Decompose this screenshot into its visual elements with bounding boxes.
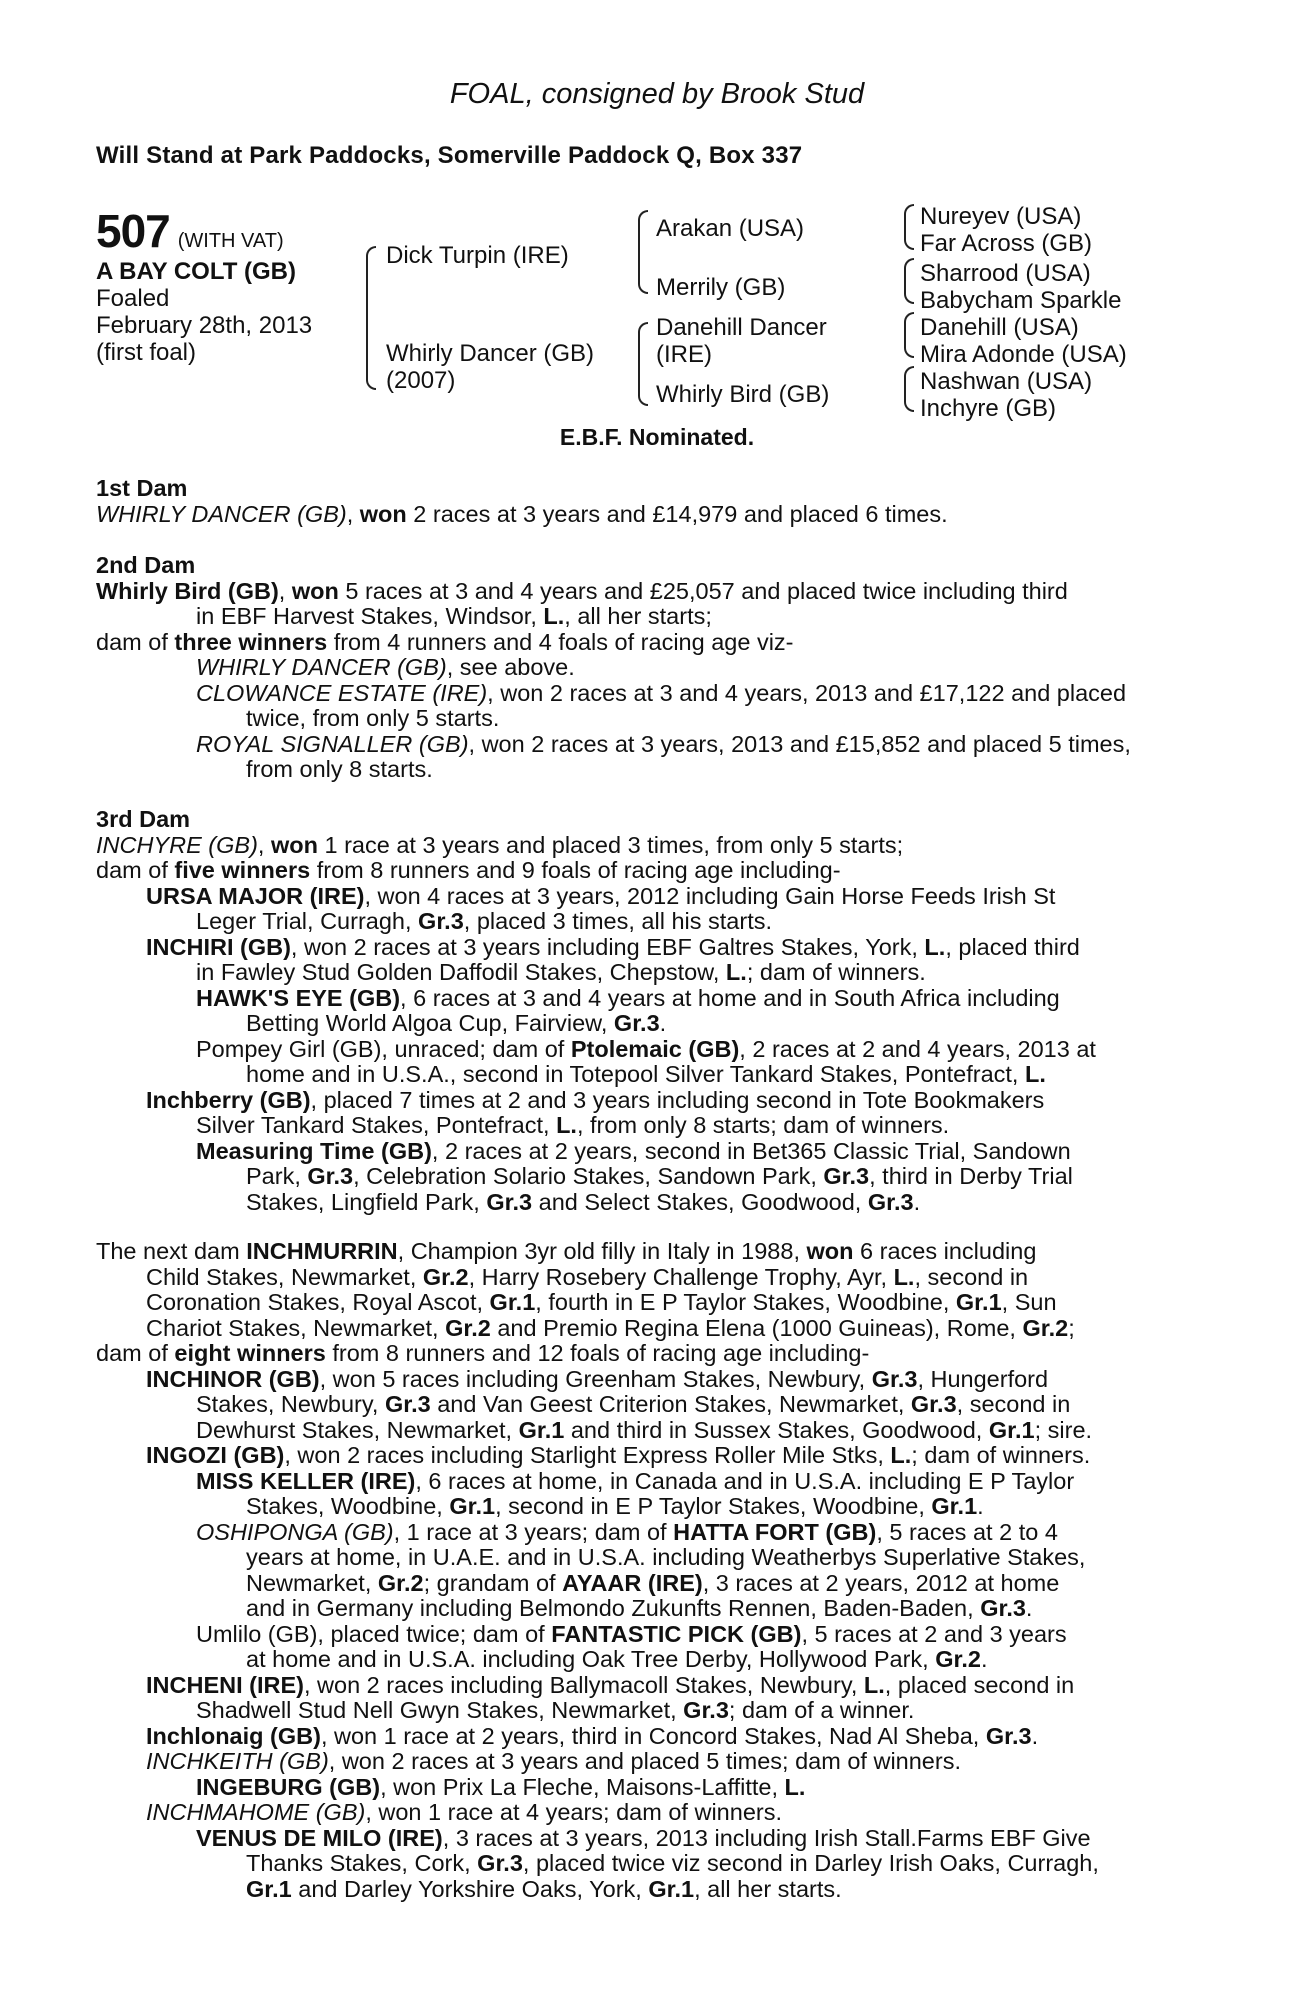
text-run: Leger Trial, Curragh,: [196, 908, 419, 934]
text-run: ; dam of winners.: [746, 959, 926, 985]
brace-dam: [638, 322, 648, 406]
text-run: L.: [543, 603, 565, 629]
text-run: Gr.2: [422, 1263, 469, 1290]
horse-name: WHIRLY DANCER (GB): [196, 654, 447, 680]
text-run: , 3 races at 2 years, 2012 at home: [702, 1569, 1060, 1596]
text-run: Umlilo (GB), placed twice; dam of: [196, 1620, 552, 1647]
text-run: The next dam: [96, 1238, 247, 1264]
text-run: Gr.3: [910, 1391, 957, 1417]
text-run: won: [359, 500, 407, 527]
text-run: Gr.1: [518, 1416, 565, 1443]
horse-name: WHIRLY DANCER (GB): [96, 500, 347, 527]
text-run: Stakes, Woodbine,: [246, 1493, 450, 1519]
text-run: , Harry Rosebery Challenge Trophy, Ayr,: [468, 1263, 894, 1290]
text-run: five winners: [174, 857, 311, 883]
text-run: , placed second in: [884, 1671, 1075, 1698]
text-run: , won Prix La Fleche, Maisons-Laffitte,: [380, 1773, 785, 1800]
text-run: Gr.1: [246, 1875, 292, 1902]
text-run: .: [977, 1493, 984, 1519]
text-run: dam of: [96, 1340, 175, 1366]
text-line: [96, 935, 1196, 961]
text-run: three winners: [174, 628, 328, 655]
third-dam-section: [96, 807, 1196, 1215]
ebf-nominated: E.B.F. Nominated.: [559, 424, 755, 450]
text-run: from 8 runners and 12 foals of racing age including-: [325, 1340, 870, 1366]
foaled-label: Foaled: [96, 285, 170, 312]
text-run: Silver Tankard Stakes, Pontefract,: [196, 1112, 557, 1138]
text-run: Gr.3: [486, 1188, 533, 1215]
text-line: [96, 909, 1196, 935]
dam-sire-suffix: (IRE): [656, 341, 712, 368]
text-run: , won 2 races including Starlight Express Roller Mile Stks,: [284, 1442, 891, 1468]
text-run: , all her starts.: [694, 1875, 842, 1902]
text-run: .: [980, 1646, 988, 1672]
text-run: , from only 8 starts; dam of winners.: [576, 1112, 950, 1138]
text-line: [96, 1190, 1196, 1216]
text-run: Chariot Stakes, Newmarket,: [146, 1314, 446, 1341]
ped-sds: Sharrood (USA): [920, 260, 1091, 287]
second-dam-section: [96, 553, 1196, 783]
horse-name: INCHINOR (GB): [146, 1365, 320, 1392]
text-run: , fourth in E P Taylor Stakes, Woodbine,: [535, 1289, 956, 1315]
text-run: L.: [725, 959, 747, 985]
text-line: [96, 579, 1196, 605]
horse-name: INCHMURRIN: [246, 1238, 398, 1264]
text-line: [96, 1239, 1196, 1265]
text-line: [96, 1290, 1196, 1316]
text-run: Gr.3: [307, 1163, 354, 1189]
text-line: [96, 655, 1196, 681]
text-run: dam of: [96, 857, 175, 883]
text-run: ,: [346, 500, 360, 527]
text-run: home and in U.S.A., second in Totepool Silver Tankard Stakes, Pontefract,: [246, 1061, 1025, 1087]
text-run: Gr.3: [384, 1391, 431, 1417]
text-run: Gr.3: [418, 908, 464, 934]
horse-name: INCHMAHOME (GB): [146, 1799, 366, 1825]
text-run: Gr.3: [980, 1595, 1026, 1621]
text-run: Gr.3: [867, 1188, 914, 1215]
brace-sd: [904, 258, 914, 304]
text-line: [96, 1775, 1196, 1801]
horse-name: CLOWANCE ESTATE (IRE): [196, 679, 488, 706]
text-run: , see above.: [446, 654, 575, 680]
text-run: eight winners: [174, 1340, 326, 1366]
text-line: [96, 1749, 1196, 1775]
horse-name: Measuring Time (GB): [196, 1137, 432, 1164]
text-run: Gr.1: [988, 1416, 1035, 1443]
text-run: , placed 7 times at 2 and 3 years including second in Tote Bookmakers: [310, 1086, 1045, 1113]
text-line: [96, 1698, 1196, 1724]
text-run: Newmarket,: [246, 1569, 378, 1596]
horse-name: URSA MAJOR (IRE): [146, 882, 365, 909]
text-run: dam of: [96, 628, 175, 655]
text-run: .: [659, 1010, 667, 1036]
text-run: Gr.3: [871, 1365, 918, 1392]
text-line: [96, 986, 1196, 1012]
text-run: 5 races at 3 and 4 years and £25,057 and placed twice including third: [338, 577, 1068, 604]
text-run: in EBF Harvest Stakes, Windsor,: [196, 603, 544, 629]
text-run: L.: [893, 1263, 915, 1290]
text-line: [96, 1622, 1196, 1648]
text-line: [96, 1062, 1196, 1088]
text-run: , second in E P Taylor Stakes, Woodbine,: [495, 1493, 932, 1519]
sire-sire: Arakan (USA): [656, 215, 805, 242]
text-line: [96, 1877, 1196, 1903]
vat-label: (WITH VAT): [177, 230, 284, 252]
horse-name: MISS KELLER (IRE): [196, 1467, 416, 1494]
text-line: [96, 1520, 1196, 1546]
text-run: , 6 races at home, in Canada and in U.S.A. including E P Taylor: [415, 1467, 1075, 1494]
text-line: [96, 858, 1196, 884]
text-run: from 8 runners and 9 foals of racing age including-: [310, 857, 841, 883]
next-dam-section: [96, 1239, 1196, 1902]
text-line: [96, 1316, 1196, 1342]
text-line: [96, 1164, 1196, 1190]
text-run: Gr.2: [935, 1646, 981, 1672]
text-line: [96, 1113, 1196, 1139]
text-run: ; dam of winners.: [911, 1442, 1091, 1468]
text-run: and Darley Yorkshire Oaks, York,: [291, 1875, 649, 1902]
text-run: , placed third: [945, 933, 1080, 960]
text-run: ; grandam of: [423, 1569, 563, 1596]
ped-dds: Nashwan (USA): [920, 368, 1093, 395]
stand-location: Will Stand at Park Paddocks, Somerville Paddock Q, Box 337: [96, 142, 803, 169]
text-run: ;: [1068, 1314, 1075, 1341]
horse-name: AYAAR (IRE): [562, 1569, 703, 1596]
sire-dam: Merrily (GB): [656, 274, 786, 301]
text-line: [96, 1418, 1196, 1444]
text-run: Gr.2: [1022, 1314, 1069, 1341]
horse-name: INCHENI (IRE): [146, 1671, 304, 1698]
text-run: Child Stakes, Newmarket,: [146, 1263, 423, 1290]
text-run: , won 2 races at 3 and 4 years, 2013 and £17,122 and placed: [487, 679, 1127, 706]
text-line: [96, 1494, 1196, 1520]
text-run: , won 4 races at 3 years, 2012 including Gain Horse Feeds Irish St: [364, 882, 1056, 909]
lot-block: [96, 204, 312, 366]
first-dam-section: [96, 476, 1196, 527]
text-line: [96, 604, 1196, 630]
text-line: [96, 1469, 1196, 1495]
second-dam-heading: 2nd Dam: [96, 552, 196, 578]
text-run: and in Germany including Belmondo Zukunfts Rennen, Baden-Baden,: [246, 1595, 981, 1621]
text-run: ,: [278, 577, 292, 604]
dam-sire: Danehill Dancer: [656, 314, 827, 341]
text-run: , Champion 3yr old filly in Italy in 1988,: [397, 1238, 807, 1264]
foal-note: (first foal): [96, 339, 197, 366]
text-run: , won 2 races at 3 years, 2013 and £15,852 and placed 5 times,: [468, 730, 1131, 757]
text-run: , second in: [914, 1263, 1029, 1290]
text-line: [96, 732, 1196, 758]
text-run: Gr.1: [449, 1493, 496, 1519]
text-line: [96, 1724, 1196, 1750]
text-run: , all her starts;: [564, 603, 712, 629]
text-run: 2 races at 3 years and £14,979 and placed 6 times.: [406, 500, 948, 527]
text-run: , won 5 races including Greenham Stakes, Newbury,: [319, 1365, 872, 1392]
text-line: [96, 1647, 1196, 1673]
text-line: years at home, in U.A.E. and in U.S.A. including Weatherbys Superlative Stakes,: [246, 1544, 1086, 1570]
ped-sdd: Babycham Sparkle: [920, 287, 1122, 314]
text-run: 1 race at 3 years and placed 3 times, from only 5 starts;: [317, 831, 904, 858]
text-run: , Sun: [1001, 1289, 1057, 1315]
ped-ssd: Far Across (GB): [920, 230, 1093, 257]
brace-gen1: [366, 246, 376, 390]
text-run: Thanks Stakes, Cork,: [246, 1850, 478, 1876]
text-run: .: [913, 1188, 921, 1215]
text-line: [96, 884, 1196, 910]
text-run: won: [270, 831, 318, 858]
horse-name: INGOZI (GB): [146, 1442, 285, 1468]
horse-name: FANTASTIC PICK (GB): [551, 1620, 802, 1647]
horse-name: INCHKEITH (GB): [146, 1748, 329, 1774]
text-run: , won 2 races at 3 years including EBF Galtres Stakes, York,: [290, 933, 925, 960]
text-run: L.: [924, 933, 946, 960]
text-line: [96, 960, 1196, 986]
brace-sire: [638, 210, 648, 294]
text-run: 6 races including: [853, 1238, 1037, 1264]
horse-name: Ptolemaic (GB): [570, 1035, 740, 1062]
text-line: [96, 681, 1196, 707]
foaled-date: February 28th, 2013: [96, 312, 313, 339]
text-line: [96, 1826, 1196, 1852]
text-run: won: [291, 577, 339, 604]
text-run: Gr.1: [648, 1875, 695, 1902]
text-run: , won 2 races including Ballymacoll Stakes, Newbury,: [303, 1671, 864, 1698]
text-line: [96, 502, 1196, 528]
text-run: , won 1 race at 2 years, third in Concord Stakes, Nad Al Sheba,: [320, 1722, 986, 1749]
horse-name: VENUS DE MILO (IRE): [196, 1824, 443, 1851]
third-dam-heading: 3rd Dam: [96, 806, 191, 832]
text-run: Gr.3: [613, 1010, 660, 1036]
text-line: [96, 1139, 1196, 1165]
text-line: [96, 1596, 1196, 1622]
lot-number: 507: [96, 205, 170, 257]
text-run: Dewhurst Stakes, Newmarket,: [196, 1416, 519, 1443]
lot-name: A BAY COLT (GB): [96, 258, 297, 285]
first-dam-heading: 1st Dam: [96, 475, 188, 501]
text-run: L.: [784, 1773, 806, 1800]
horse-name: HAWK'S EYE (GB): [196, 984, 401, 1011]
text-run: L.: [556, 1112, 577, 1138]
horse-name: INCHIRI (GB): [146, 933, 291, 960]
text-line: [96, 1367, 1196, 1393]
horse-name: INGEBURG (GB): [196, 1773, 381, 1800]
text-run: , 2 races at 2 years, second in Bet365 Classic Trial, Sandown: [431, 1137, 1071, 1164]
brace-ds: [904, 312, 914, 358]
text-run: , 2 races at 2 and 4 years, 2013 at: [739, 1035, 1096, 1062]
horse-name: INCHYRE (GB): [96, 831, 258, 858]
dam-dam: Whirly Bird (GB): [656, 381, 830, 408]
text-run: , won 1 race at 4 years; dam of winners.: [365, 1799, 782, 1825]
text-run: at home and in U.S.A. including Oak Tree Derby, Hollywood Park,: [246, 1646, 936, 1672]
text-line: [96, 1392, 1196, 1418]
text-run: in Fawley Stud Golden Daffodil Stakes, Chepstow,: [196, 959, 726, 985]
text-line: [96, 1011, 1196, 1037]
text-run: ,: [257, 831, 271, 858]
text-run: L.: [863, 1671, 885, 1698]
text-run: Betting World Algoa Cup, Fairview,: [246, 1010, 614, 1036]
text-run: , 5 races at 2 to 4: [876, 1518, 1058, 1545]
text-run: , 3 races at 3 years, 2013 including Irish Stall.Farms EBF Give: [442, 1824, 1091, 1851]
brace-dd: [904, 366, 914, 412]
text-run: , second in: [956, 1391, 1071, 1417]
text-line: [96, 1571, 1196, 1597]
ped-dsd: Mira Adonde (USA): [920, 341, 1127, 368]
text-line: [96, 1088, 1196, 1114]
text-line: [96, 1443, 1196, 1469]
ped-dss: Danehill (USA): [920, 314, 1079, 341]
text-run: and Select Stakes, Goodwood,: [532, 1188, 868, 1215]
text-run: ; dam of a winner.: [728, 1697, 915, 1723]
text-run: Shadwell Stud Nell Gwyn Stakes, Newmarket,: [196, 1697, 684, 1723]
text-run: , won 2 races at 3 years and placed 5 times; dam of winners.: [328, 1748, 961, 1774]
text-line: from only 8 starts.: [246, 756, 433, 782]
horse-name: Whirly Bird (GB): [96, 577, 279, 604]
text-run: Stakes, Newbury,: [196, 1391, 385, 1417]
text-run: Pompey Girl (GB), unraced; dam of: [196, 1035, 571, 1062]
text-run: , placed 3 times, all his starts.: [463, 908, 773, 934]
text-run: and Premio Regina Elena (1000 Guineas), Rome,: [490, 1314, 1023, 1341]
text-run: from 4 runners and 4 foals of racing age viz-: [327, 628, 794, 655]
text-run: , Hungerford: [917, 1365, 1049, 1392]
text-run: , 1 race at 3 years; dam of: [393, 1518, 674, 1545]
text-run: .: [1025, 1595, 1033, 1621]
text-run: L.: [890, 1442, 912, 1468]
horse-name: OSHIPONGA (GB): [196, 1518, 394, 1545]
text-run: , placed twice viz second in Darley Irish Oaks, Curragh,: [522, 1850, 1099, 1876]
text-run: Park,: [246, 1163, 308, 1189]
horse-name: HATTA FORT (GB): [673, 1518, 877, 1545]
text-line: [96, 1851, 1196, 1877]
text-run: Gr.3: [823, 1163, 870, 1189]
text-line: [96, 1037, 1196, 1063]
text-run: Stakes, Lingfield Park,: [246, 1188, 487, 1215]
text-run: Gr.2: [445, 1314, 491, 1341]
dam-year: (2007): [386, 367, 456, 394]
text-run: and third in Sussex Stakes, Goodwood,: [564, 1416, 989, 1443]
text-run: , 6 races at 3 and 4 years at home and in South Africa including: [400, 984, 1060, 1011]
text-run: Gr.2: [377, 1569, 424, 1596]
text-run: Gr.3: [683, 1697, 729, 1723]
text-run: L.: [1025, 1061, 1046, 1087]
text-run: Gr.3: [477, 1850, 523, 1876]
text-line: [96, 630, 1196, 656]
horse-name: ROYAL SIGNALLER (GB): [196, 730, 469, 757]
sire: Dick Turpin (IRE): [386, 242, 569, 269]
text-run: and Van Geest Criterion Stakes, Newmarket,: [430, 1391, 911, 1417]
text-line: [96, 1265, 1196, 1291]
text-run: Coronation Stakes, Royal Ascot,: [146, 1289, 490, 1315]
text-run: , 5 races at 2 and 3 years: [801, 1620, 1067, 1647]
text-run: Gr.3: [985, 1722, 1032, 1749]
ped-sss: Nureyev (USA): [920, 203, 1082, 230]
text-run: won: [806, 1238, 854, 1264]
text-run: ; sire.: [1034, 1416, 1093, 1443]
ped-ddd: Inchyre (GB): [920, 395, 1057, 422]
horse-name: Inchlonaig (GB): [146, 1722, 321, 1749]
text-line: [96, 1341, 1196, 1367]
text-line: [96, 1800, 1196, 1826]
text-line: [96, 1673, 1196, 1699]
text-run: Gr.1: [955, 1289, 1002, 1315]
text-line: [96, 833, 1196, 859]
horse-name: Inchberry (GB): [146, 1086, 311, 1113]
brace-ss: [904, 204, 914, 250]
text-run: Gr.1: [489, 1289, 536, 1315]
text-run: , third in Derby Trial: [869, 1163, 1073, 1189]
text-line: twice, from only 5 starts.: [246, 705, 500, 731]
text-run: , Celebration Solario Stakes, Sandown Park,: [353, 1163, 824, 1189]
page-title: FOAL, consigned by Brook Stud: [449, 78, 865, 110]
text-run: .: [1031, 1722, 1039, 1749]
text-run: Gr.1: [931, 1493, 978, 1519]
dam-name: Whirly Dancer (GB): [386, 340, 595, 367]
